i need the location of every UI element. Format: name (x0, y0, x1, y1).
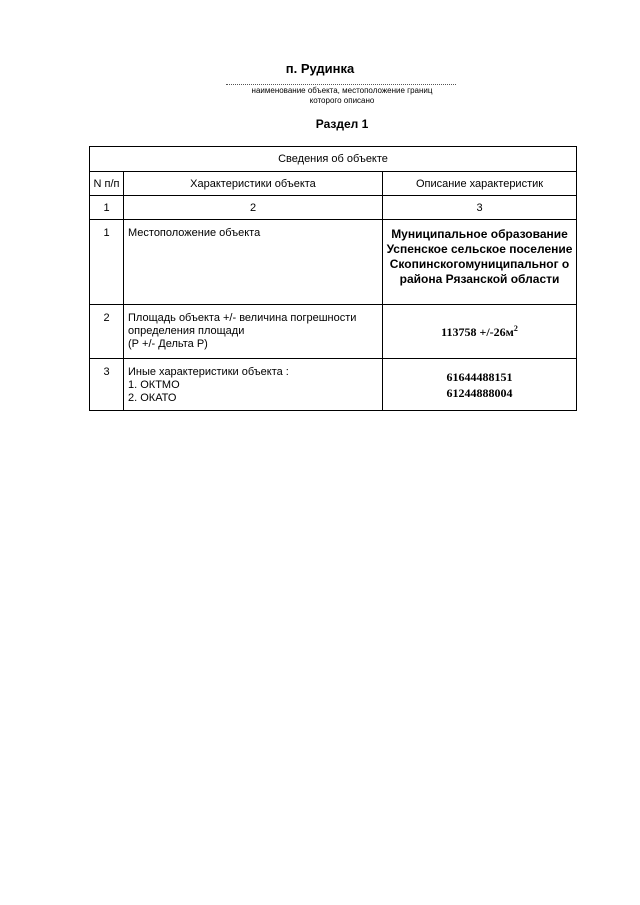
row-characteristic (124, 305, 383, 359)
numbering-cell: 2 (124, 196, 383, 220)
characteristic-line: Иные характеристики объекта : (128, 366, 289, 378)
area-value: 113758 +/-26м (441, 324, 514, 339)
characteristic-line: 2. ОКАТО (128, 392, 177, 404)
row-characteristic: Местоположение объекта (124, 220, 383, 305)
title-caption-line1: наименование объекта, местоположение границ (251, 86, 433, 95)
row-number: 2 (90, 305, 124, 359)
area-unit-exponent: 2 (513, 323, 518, 333)
characteristic-line: определения площади (128, 325, 245, 337)
table-caption: Сведения об объекте (90, 147, 577, 172)
table-row (90, 220, 577, 305)
okato-value: 61244888004 (446, 386, 513, 400)
header-characteristic: Характеристики объекта (124, 172, 383, 196)
row-number: 1 (90, 220, 124, 305)
title-underline (226, 84, 456, 85)
row-description: Муниципальное образование Успенское сельское поселение Скопинскогомуниципальног о района Рязанской области (383, 220, 577, 305)
title-caption-line2: которого описано (309, 96, 375, 105)
table-numbering-row (90, 196, 577, 220)
characteristic-line: (Р +/- Дельта Р) (128, 338, 208, 350)
section-heading: Раздел 1 (315, 117, 369, 131)
numbering-cell: 3 (383, 196, 577, 220)
table-row (90, 359, 577, 411)
header-number: N п/п (90, 172, 124, 196)
row-number: 3 (90, 359, 124, 411)
header-description: Описание характеристик (383, 172, 577, 196)
table-header-row (90, 172, 577, 196)
row-description (383, 305, 577, 359)
numbering-cell: 1 (90, 196, 124, 220)
table-row (90, 305, 577, 359)
row-description (383, 359, 577, 411)
row-characteristic (124, 359, 383, 411)
table-caption-row (90, 147, 577, 172)
characteristic-line: Площадь объекта +/- величина погрешности (128, 312, 357, 324)
oktmo-value: 61644488151 (446, 370, 513, 384)
object-info-table (89, 146, 577, 411)
page-title: п. Рудинка (285, 61, 355, 76)
characteristic-line: 1. ОКТМО (128, 379, 180, 391)
